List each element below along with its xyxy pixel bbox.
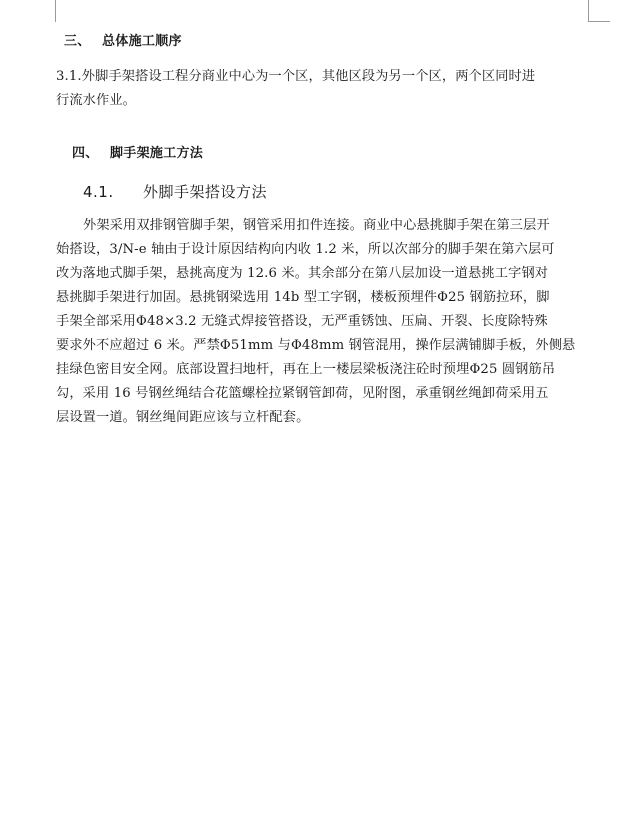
section-3-number: 三、 <box>64 34 91 49</box>
subsection-4-1-title: 外脚手架搭设方法 <box>143 183 268 201</box>
section-3-heading <box>64 30 182 49</box>
paragraph-line: 挂绿色密目安全网。底部设置扫地杆，再在上一楼层梁板浇注砼时预埋Φ25 圆钢筋吊 <box>56 362 556 377</box>
body-paragraph <box>56 214 575 430</box>
paragraph-line: 勾，采用 16 号钢丝绳结合花篮螺栓拉紧钢管卸荷，见附图，承重钢丝绳卸荷采用五 <box>56 386 549 401</box>
subsection-4-1-number: 4.1. <box>83 183 114 201</box>
paragraph-line: 改为落地式脚手架，悬挑高度为 12.6 米。其余部分在第八层加设一道悬挑工字钢对 <box>56 266 549 281</box>
paragraph-line: 手架全部采用Φ48×3.2 无缝式焊接管搭设，无严重锈蚀、压扁、开裂、长度除特殊 <box>56 314 548 329</box>
crop-mark-top-right-horizontal <box>588 21 610 22</box>
section-4-number: 四、 <box>72 146 99 161</box>
paragraph-line: 外架采用双排钢管脚手架，钢管采用扣件连接。商业中心悬挑脚手架在第三层开 <box>83 218 550 233</box>
paragraph-3-1 <box>56 65 535 113</box>
section-4-heading <box>72 142 203 161</box>
paragraph-line: 3.1.外脚手架搭设工程分商业中心为一个区，其他区段为另一个区，两个区同时进 <box>56 69 536 84</box>
paragraph-line: 行流水作业。 <box>56 93 137 108</box>
section-4-title: 脚手架施工方法 <box>110 146 204 161</box>
crop-mark-top-right-vertical <box>588 0 589 22</box>
paragraph-line: 悬挑脚手架进行加固。悬挑钢梁选用 14b 型工字钢，楼板预埋件Φ25 钢筋拉环，脚 <box>56 290 550 305</box>
crop-mark-top-left <box>55 0 56 22</box>
paragraph-line: 要求外不应超过 6 米。严禁Φ51mm 与Φ48mm 钢管混用，操作层满铺脚手板，外侧悬 <box>56 338 576 353</box>
section-3-title: 总体施工顺序 <box>102 34 182 49</box>
paragraph-line: 层设置一道。钢丝绳间距应该与立杆配套。 <box>56 410 310 425</box>
subsection-4-1-heading <box>83 181 267 202</box>
paragraph-line: 始搭设，3/N-e 轴由于设计原因结构向内收 1.2 米，所以次部分的脚手架在第六层可 <box>56 242 555 257</box>
